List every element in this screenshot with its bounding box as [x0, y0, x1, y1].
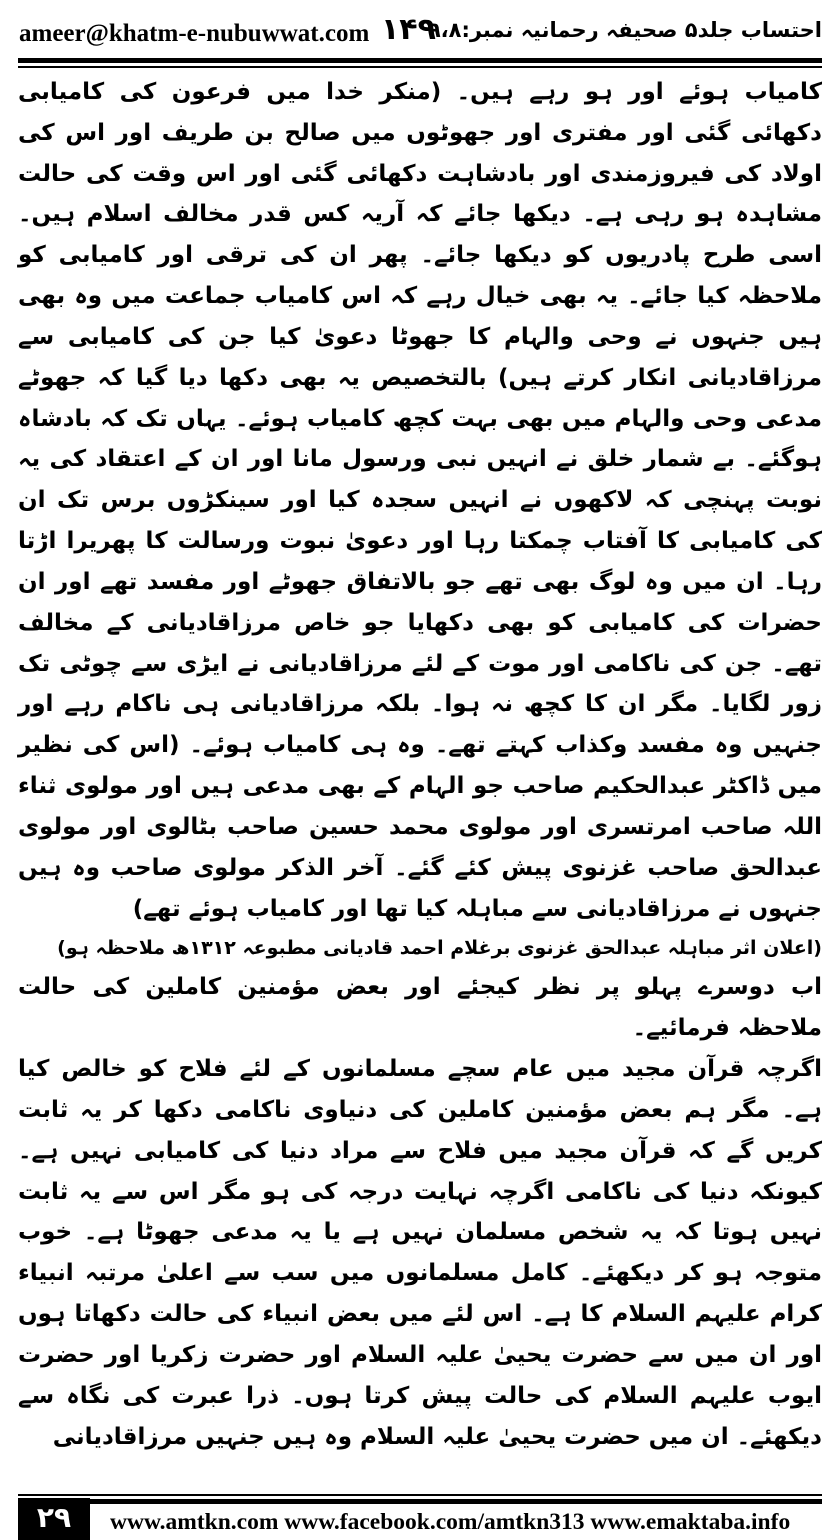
- paragraph-1: کامیاب ہوئے اور ہو رہے ہیں۔ (منکر خدا میں فرعون کی کامیابی دکھائی گئی اور مفتری اور جھوٹوں میں صالح بن طریف اور اس کی اولاد کی فیروزمندی اور بادشاہت دکھائی گئی اور اس وقت کی حالت مشاہدہ ہو رہی ہے۔ دیکھا جائے کہ آریہ کس قدر مخالف اسلام ہیں۔ اسی طرح پادریوں کو دیکھا جائے۔ پھر ان کی ترقی اور کامیابی کو ملاحظہ کیا جائے۔ یہ بھی خیال رہے کہ اس کامیاب جماعت میں وہ بھی ہیں جنہوں نے وحی والہام کا جھوٹا دعویٰ کیا جن کی کامیابی سے مرزاقادیانی انکار کرتے ہیں) بالتخصیص یہ بھی دکھا دیا گیا کہ جھوٹے مدعی وحی والہام میں بھی بہت کچھ کامیاب ہوئے۔ یہاں تک کہ بادشاہ ہوگئے۔ بے شمار خلق نے انہیں نبی ورسول مانا اور ان کے اعتقاد کی یہ نوبت پہنچی کہ لاکھوں نے انہیں سجدہ کیا اور سینکڑوں برس تک ان کی کامیابی کا آفتاب چمکتا رہا اور دعویٰ نبوت ورسالت کا پھریرا اڑتا رہا۔ ان میں وہ لوگ بھی تھے جو بالاتفاق جھوٹے اور مفسد تھے اور ان حضرات کی کامیابی کو بھی دکھایا جو خاص مرزاقادیانی کے مخالف تھے۔ جن کی ناکامی اور موت کے لئے مرزاقادیانی نے ایڑی سے چوٹی تک زور لگایا۔ مگر ان کا کچھ نہ ہوا۔ بلکہ مرزاقادیانی ہی ناکام رہے اور جنہیں وہ مفسد وکذاب کہتے تھے۔ وہ ہی کامیاب ہوئے۔ (اس کی نظیر میں ڈاکٹر عبدالحکیم صاحب جو الہام کے بھی مدعی ہیں اور مولوی ثناء اللہ صاحب امرتسری اور مولوی محمد حسین صاحب بٹالوی اور مولوی عبدالحق صاحب غزنوی پیش کئے گئے۔ آخر الذکر مولوی صاحب وہ ہیں جنہوں نے مرزاقادیانی سے مباہلہ کیا تھا اور کامیاب ہوئے تھے): [18, 79, 822, 922]
- page-header: [0, 0, 840, 62]
- header-title: احتساب جلد۵ صحیفہ رحمانیہ نمبر:۹،۸: [427, 18, 822, 42]
- footer-page-number: ۲۹: [18, 1498, 90, 1540]
- footer-rule-thin: [18, 1494, 822, 1496]
- header-rule-thick: [18, 58, 822, 63]
- header-rule-thin: [18, 66, 822, 68]
- reference-note: (اعلان اثر مباہلہ عبدالحق غزنوی برغلام احمد قادیانی مطبوعہ ۱۳۱۲ھ ملاحظہ ہو): [57, 937, 822, 960]
- header-page-number: ۱۴۹: [381, 12, 436, 47]
- footer-rule-thick: [18, 1499, 822, 1504]
- header-email: ameer@khatm-e-nubuwwat.com: [19, 20, 370, 47]
- main-text: [18, 72, 822, 1457]
- paragraph-2: اب دوسرے پہلو پر نظر کیجئے اور بعض مؤمنین کاملین کی حالت ملاحظہ فرمائیے۔: [18, 974, 822, 1042]
- paragraph-3: اگرچہ قرآن مجید میں عام سچے مسلمانوں کے لئے فلاح کو خالص کیا ہے۔ مگر ہم بعض مؤمنین کاملین کی دنیاوی ناکامی دکھا کر یہ ثابت کریں گے کہ قرآن مجید میں فلاح سے مراد دنیا کی کامیابی نہیں ہے۔ کیونکہ دنیا کی ناکامی اگرچہ نہایت درجہ کی ہو مگر اس سے یہ ثابت نہیں ہوتا کہ یہ شخص مسلمان نہیں ہے یا یہ مدعی جھوٹا ہے۔ خوب متوجہ ہو کر دیکھئے۔ کامل مسلمانوں میں سب سے اعلیٰ مرتبہ انبیاء کرام علیہم السلام کا ہے۔ اس لئے میں بعض انبیاء کی حالت دکھاتا ہوں اور ان میں سے حضرت یحییٰ علیہ السلام اور حضرت زکریا اور حضرت ایوب علیہم السلام کی حالت پیش کرتا ہوں۔ ذرا عبرت کی نگاہ سے دیکھئے۔ ان میں حضرت یحییٰ علیہ السلام وہ ہیں جنہیں مرزاقادیانی: [18, 1056, 822, 1450]
- footer-links: www.amtkn.com www.facebook.com/amtkn313 www.emaktaba.info: [110, 1509, 791, 1535]
